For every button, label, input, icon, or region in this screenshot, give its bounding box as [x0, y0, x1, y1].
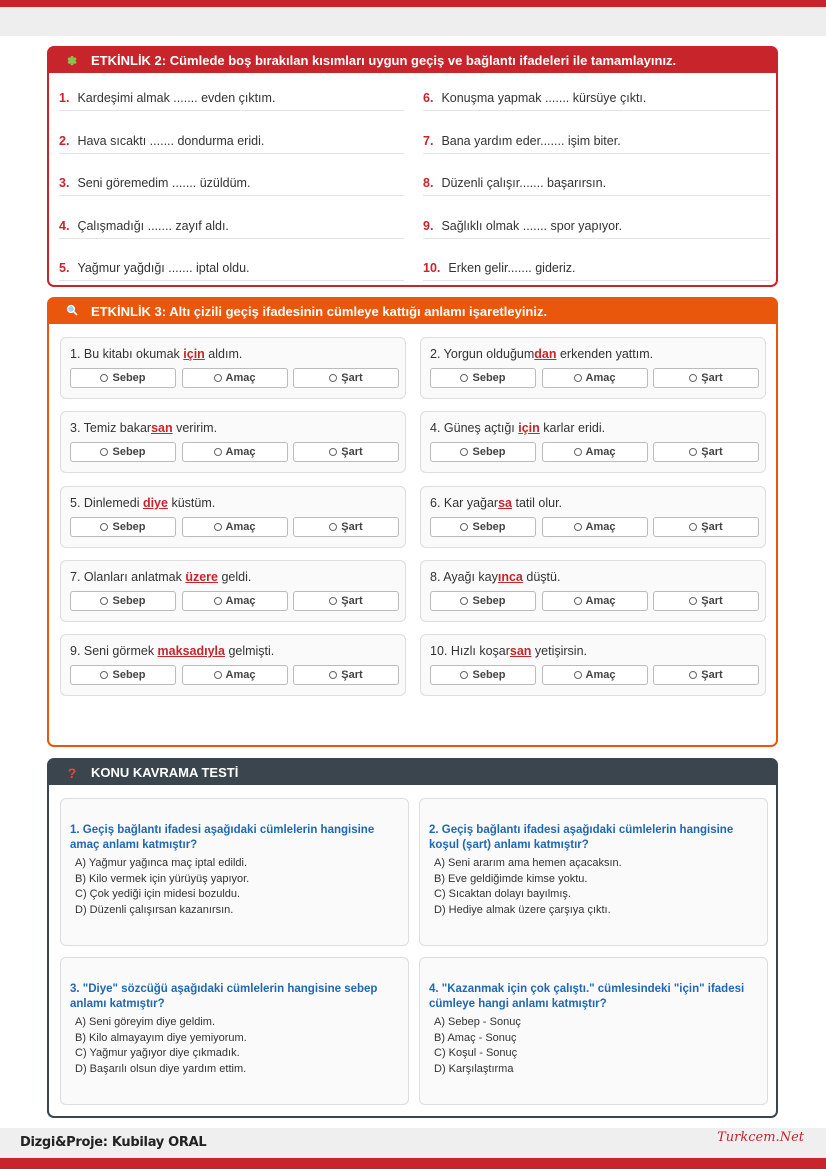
radio-circle-icon [329, 374, 337, 382]
option-label: Sebep [472, 372, 506, 384]
radio-circle-icon [460, 374, 468, 382]
item-number: 10. [423, 261, 441, 275]
radio-circle-icon [329, 523, 337, 531]
option-amac[interactable] [542, 368, 648, 388]
underlined-transition: sa [498, 495, 512, 510]
radio-circle-icon [100, 597, 108, 605]
question-text-start: 7. Olanları anlatmak [70, 569, 186, 584]
question-text-start: 9. Seni görmek [70, 644, 158, 659]
option-amac[interactable] [182, 442, 288, 462]
option-sebep[interactable] [70, 368, 176, 388]
option-label: Amaç [225, 372, 256, 384]
question-text-end: veririm. [172, 421, 218, 436]
question-text-start: 1. Bu kitabı okumak [70, 347, 184, 361]
site-logo: Turkcem.Net [717, 1130, 804, 1145]
option-label: Sebep [112, 446, 146, 459]
fill-in-item [59, 213, 404, 239]
radio-circle-icon [214, 448, 222, 456]
option-amac[interactable] [182, 665, 288, 685]
option-sart[interactable] [653, 517, 759, 537]
radio-circle-icon [574, 374, 582, 382]
radio-circle-icon [574, 523, 582, 531]
underlined-transition: için [518, 421, 540, 436]
option-label: Şart [341, 669, 363, 682]
meaning-question-card [420, 486, 766, 548]
radio-circle-icon [574, 448, 582, 456]
question-text-end: karlar eridi. [539, 421, 606, 436]
item-number: 7. [423, 133, 434, 148]
test-question-card [419, 957, 768, 1105]
answer-choice[interactable]: B) Kilo almayayım diye yemiyorum. [75, 1031, 247, 1044]
radio-circle-icon [574, 597, 582, 605]
option-sebep[interactable] [430, 591, 536, 611]
answer-choice[interactable]: B) Amaç - Sonuç [434, 1031, 517, 1044]
footer-credit: Dizgi&Proje: Kubilay ORAL [20, 1135, 207, 1150]
puzzle-icon: ✽ [66, 53, 78, 68]
question-text [70, 644, 274, 658]
answer-choice[interactable]: A) Seni göreyim diye geldim. [75, 1016, 216, 1028]
radio-circle-icon [689, 523, 697, 531]
item-text: Sağlıklı olmak ....... spor yapıyor. [441, 218, 623, 233]
question-text-end: yetişirsin. [531, 644, 588, 659]
meaning-question-card [60, 634, 406, 696]
radio-circle-icon [460, 448, 468, 456]
answer-choice[interactable]: D) Başarılı olsun diye yardım ettim. [75, 1062, 247, 1075]
item-text: Hava sıcaktı ....... dondurma eridi. [77, 133, 265, 148]
question-text [430, 644, 587, 658]
underlined-transition: diye [142, 495, 168, 510]
option-amac[interactable] [182, 368, 288, 388]
item-text: Konuşma yapmak ....... kürsüye çıktı. [441, 91, 647, 105]
fill-in-item [59, 170, 404, 196]
radio-circle-icon [214, 597, 222, 605]
option-label: Sebep [472, 446, 506, 459]
radio-circle-icon [460, 523, 468, 531]
question-text-end: aldım. [204, 347, 243, 361]
question-text-end: tatil olur. [512, 495, 563, 510]
question-text-end: gelmişti. [224, 644, 275, 659]
option-label: Amaç [585, 594, 616, 607]
option-label: Sebep [472, 669, 506, 682]
radio-circle-icon [214, 523, 222, 531]
option-label: Şart [701, 446, 723, 459]
option-sebep[interactable] [430, 517, 536, 537]
test-question-card [60, 957, 409, 1105]
item-number: 9. [423, 218, 434, 233]
item-text: Kardeşimi almak ....... evden çıktım. [77, 91, 276, 105]
option-label: Sebep [112, 372, 146, 384]
option-label: Sebep [112, 669, 146, 682]
option-label: Amaç [585, 669, 616, 682]
fill-in-item [423, 255, 770, 281]
fill-in-item [59, 255, 404, 281]
item-number: 3. [59, 176, 70, 190]
meaning-question-card [60, 486, 406, 548]
option-sebep[interactable] [430, 665, 536, 685]
option-label: Şart [701, 372, 723, 384]
answer-choice[interactable]: C) Çok yediği için midesi bozuldu. [75, 888, 241, 900]
test-title: KONU KAVRAMA TESTİ [91, 765, 239, 780]
option-sebep[interactable] [70, 517, 176, 537]
option-sart[interactable] [293, 368, 399, 388]
answer-choice[interactable]: B) Kilo vermek için yürüyüş yapıyor. [75, 872, 250, 885]
radio-circle-icon [689, 448, 697, 456]
answer-choice[interactable]: A) Seni ararım ama hemen açacaksın. [434, 857, 622, 869]
question-text-start: 8. Ayağı kay [430, 569, 498, 584]
fill-in-item [423, 213, 770, 239]
option-sebep[interactable] [430, 442, 536, 462]
underlined-transition: san [509, 644, 532, 659]
option-label: Amaç [225, 520, 256, 533]
radio-circle-icon [100, 523, 108, 531]
meaning-question-card [60, 337, 406, 399]
option-amac[interactable] [542, 591, 648, 611]
item-text: Yağmur yağdığı ....... iptal oldu. [77, 261, 250, 275]
underlined-transition: san [151, 421, 173, 436]
question-text [70, 570, 251, 584]
meaning-question-card [420, 411, 766, 473]
question-text [430, 570, 560, 584]
option-sart[interactable] [293, 665, 399, 685]
question-text-start: 2. Yorgun olduğum [430, 347, 535, 361]
radio-circle-icon [329, 671, 337, 679]
radio-circle-icon [100, 671, 108, 679]
bottom-accent-bar [0, 1158, 826, 1169]
question-text-end: geldi. [218, 569, 252, 584]
question-text [430, 496, 562, 510]
radio-circle-icon [100, 448, 108, 456]
etkinlik-3-section [47, 297, 778, 747]
etkinlik-2-title: ETKİNLİK 2: Cümlede boş bırakılan kısımları uygun geçiş ve bağlantı ifadeleri ile tamamlayınız. [91, 53, 677, 68]
option-sebep[interactable] [70, 665, 176, 685]
question-text-end: erkenden yattım. [556, 347, 654, 361]
radio-circle-icon [329, 597, 337, 605]
option-label: Sebep [112, 594, 146, 607]
answer-choice[interactable]: D) Düzenli çalışırsan kazanırsın. [75, 903, 234, 916]
option-sart[interactable] [653, 591, 759, 611]
test-question-text: 2. Geçiş bağlantı ifadesi aşağıdaki cümlelerin hangisine koşul (şart) anlamı katmıştır? [429, 824, 734, 851]
radio-circle-icon [689, 671, 697, 679]
radio-circle-icon [689, 374, 697, 382]
option-label: Şart [701, 669, 723, 682]
question-text-start: 6. Kar yağar [430, 495, 499, 510]
etkinlik-3-title: ETKİNLİK 3: Altı çizili geçiş ifadesinin cümleye kattığı anlamı işaretleyiniz. [91, 304, 548, 319]
radio-circle-icon [329, 448, 337, 456]
underlined-transition: dan [534, 347, 557, 361]
meaning-question-card [60, 560, 406, 622]
radio-circle-icon [100, 374, 108, 382]
fill-in-item [423, 170, 770, 196]
fill-in-item [423, 85, 770, 111]
radio-circle-icon [460, 597, 468, 605]
answer-choice[interactable]: C) Sıcaktan dolayı bayılmış. [434, 888, 571, 900]
answer-choice[interactable]: D) Karşılaştırma [434, 1062, 514, 1075]
etkinlik-2-header [49, 48, 776, 73]
top-band [0, 7, 826, 36]
option-sart[interactable] [653, 368, 759, 388]
underlined-transition: üzere [185, 569, 218, 584]
question-text-start: 3. Temiz bakar [70, 421, 152, 436]
question-text [430, 421, 605, 435]
question-text [430, 347, 653, 361]
option-amac[interactable] [182, 517, 288, 537]
question-text-end: düştü. [522, 569, 561, 584]
underlined-transition: için [183, 347, 205, 361]
option-sart[interactable] [653, 665, 759, 685]
test-question-text: 1. Geçiş bağlantı ifadesi aşağıdaki cümlelerin hangisine amaç anlamı katmıştır? [70, 824, 375, 851]
question-text [70, 496, 215, 510]
test-question-text: 3. "Diye" sözcüğü aşağıdaki cümlelerin hangisine sebep anlamı katmıştır? [70, 983, 378, 1010]
item-text: Çalışmadığı ....... zayıf aldı. [77, 218, 229, 233]
option-label: Şart [341, 446, 363, 459]
fill-in-item [423, 128, 770, 154]
option-amac[interactable] [542, 442, 648, 462]
option-label: Sebep [472, 594, 506, 607]
question-text-end: küstüm. [167, 495, 216, 510]
radio-circle-icon [214, 374, 222, 382]
option-label: Amaç [585, 446, 616, 459]
option-label: Şart [701, 520, 723, 533]
question-text [70, 421, 217, 435]
etkinlik-2-section [47, 46, 778, 287]
meaning-question-card [420, 634, 766, 696]
test-question-text: 4. "Kazanmak için çok çalıştı." cümlesindeki "için" ifadesi cümleye hangi anlamı katmıştır? [429, 983, 745, 1010]
item-number: 4. [59, 218, 70, 233]
option-label: Şart [341, 520, 363, 533]
answer-choice[interactable]: D) Hediye almak üzere çarşıya çıktı. [434, 903, 611, 916]
option-label: Şart [341, 372, 363, 384]
item-number: 8. [423, 176, 434, 190]
item-number: 5. [59, 261, 70, 275]
option-label: Sebep [112, 520, 146, 533]
test-question-card [60, 798, 409, 946]
option-sebep[interactable] [70, 591, 176, 611]
konu-kavrama-testi-section [47, 758, 778, 1118]
question-text [70, 347, 242, 361]
radio-circle-icon [574, 671, 582, 679]
option-label: Amaç [585, 520, 616, 533]
option-sart[interactable] [293, 442, 399, 462]
item-text: Bana yardım eder....... işim biter. [441, 133, 621, 148]
item-text: Erken gelir....... gideriz. [448, 261, 576, 275]
question-text-start: 4. Güneş açtığı [430, 421, 519, 436]
underlined-transition: ınca [497, 569, 523, 584]
radio-circle-icon [460, 671, 468, 679]
fill-in-item [59, 85, 404, 111]
question-text-start: 10. Hızlı koşar [430, 644, 510, 659]
option-label: Sebep [472, 520, 506, 533]
answer-choice[interactable]: C) Koşul - Sonuç [434, 1047, 518, 1059]
underlined-transition: maksadıyla [157, 644, 225, 659]
meaning-question-card [420, 337, 766, 399]
option-label: Amaç [225, 669, 256, 682]
radio-circle-icon [689, 597, 697, 605]
item-text: Düzenli çalışır....... başarırsın. [441, 176, 607, 190]
option-amac[interactable] [182, 591, 288, 611]
option-amac[interactable] [542, 517, 648, 537]
test-question-card [419, 798, 768, 946]
question-text-start: 5. Dinlemedi [70, 495, 143, 510]
test-header [49, 760, 776, 785]
magnifier-icon [65, 304, 79, 319]
option-sebep[interactable] [70, 442, 176, 462]
option-label: Amaç [225, 594, 256, 607]
option-sart[interactable] [293, 591, 399, 611]
item-number: 2. [59, 133, 70, 148]
answer-choice[interactable]: B) Eve geldiğimde kimse yoktu. [434, 872, 588, 885]
item-text: Seni göremedim ....... üzüldüm. [77, 176, 251, 190]
option-label: Amaç [225, 446, 256, 459]
option-sart[interactable] [293, 517, 399, 537]
fill-in-item [59, 128, 404, 154]
option-label: Şart [701, 594, 723, 607]
answer-choice[interactable]: C) Yağmur yağıyor diye çıkmadık. [75, 1047, 240, 1059]
answer-choice[interactable]: A) Sebep - Sonuç [434, 1016, 521, 1028]
option-sart[interactable] [653, 442, 759, 462]
item-number: 6. [423, 91, 434, 105]
meaning-question-card [60, 411, 406, 473]
option-label: Amaç [585, 372, 616, 384]
meaning-question-card [420, 560, 766, 622]
answer-choice[interactable]: A) Yağmur yağınca maç iptal edildi. [75, 857, 248, 869]
etkinlik-3-header [49, 299, 776, 324]
option-sebep[interactable] [430, 368, 536, 388]
radio-circle-icon [214, 671, 222, 679]
top-accent-bar [0, 0, 826, 7]
option-label: Şart [341, 594, 363, 607]
question-mark-icon: ? [67, 764, 77, 781]
item-number: 1. [59, 91, 70, 105]
option-amac[interactable] [542, 665, 648, 685]
